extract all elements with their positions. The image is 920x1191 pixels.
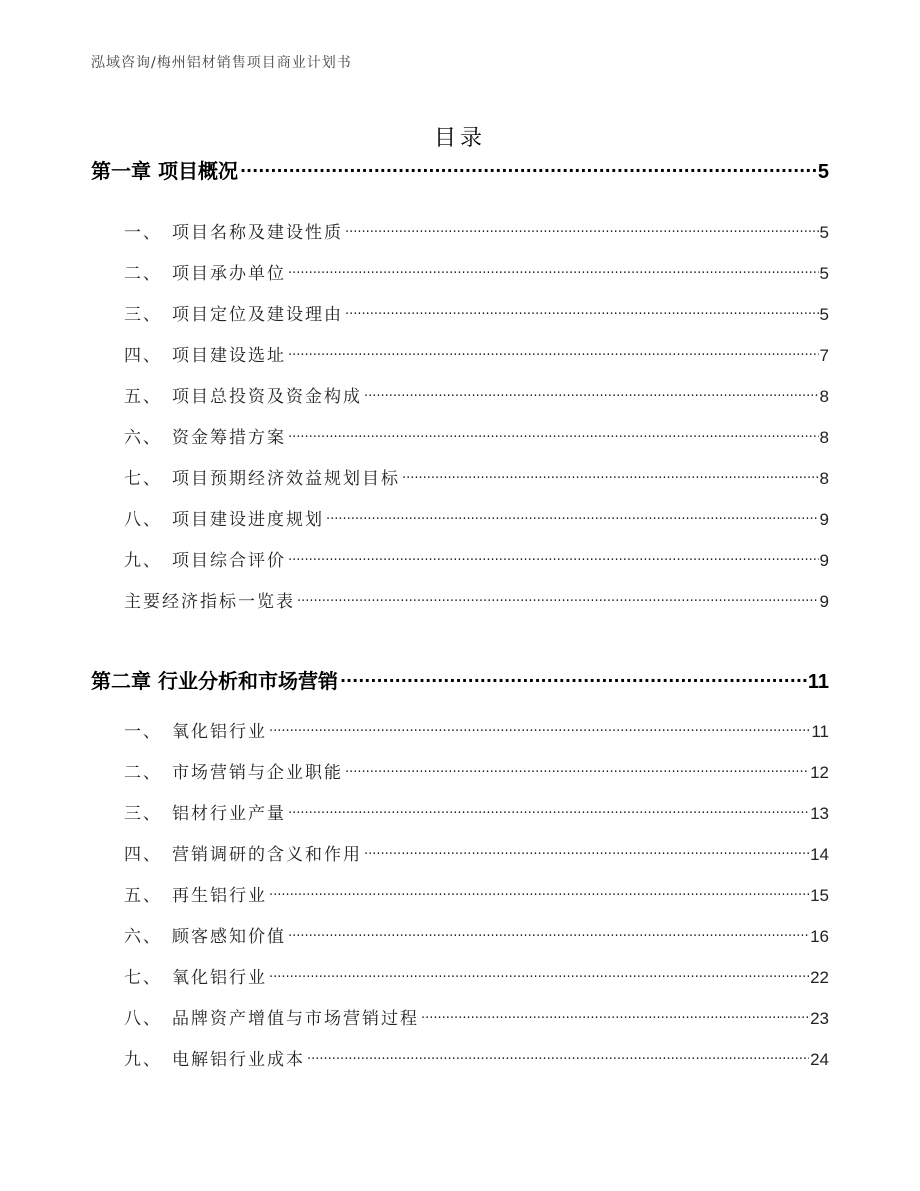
section-label: 电解铝行业成本 [172,1050,305,1070]
page-number: 24 [810,1050,829,1069]
section-number: 九、 [124,1050,162,1070]
page-number: 11 [811,722,829,741]
dot-leader [340,668,807,688]
section-label: 项目建设进度规划 [172,510,324,530]
toc-chapter-2[interactable] [91,665,829,694]
dot-leader [269,966,809,983]
dot-leader [269,720,810,737]
page-number: 22 [810,968,829,987]
dot-leader [402,467,819,484]
page-number: 8 [819,469,829,488]
section-number: 五、 [124,886,162,906]
section-label: 氧化铝行业 [172,722,267,742]
section-number: 三、 [124,804,162,824]
section-number: 一、 [124,722,162,742]
toc-entry[interactable] [124,546,829,571]
section-number: 九、 [124,551,162,571]
dot-leader [364,843,809,860]
toc-entry[interactable] [124,840,829,865]
page-number: 14 [810,845,829,864]
section-label: 铝材行业产量 [172,804,286,824]
section-number: 二、 [124,763,162,783]
section-label: 项目总投资及资金构成 [172,387,362,407]
toc-entry[interactable] [124,717,829,742]
page-number: 5 [819,223,829,242]
dot-leader [288,549,819,566]
toc-entry[interactable] [124,505,829,530]
toc-entry[interactable] [124,963,829,988]
chapter-label: 第一章 项目概况 [91,159,238,183]
running-header: 泓域咨询/梅州铝材销售项目商业计划书 [91,55,352,71]
dot-leader [288,802,809,819]
section-label: 主要经济指标一览表 [124,592,295,612]
section-label: 项目预期经济效益规划目标 [172,469,400,489]
section-label: 顾客感知价值 [172,927,286,947]
toc-entry[interactable] [124,341,829,366]
section-label: 项目定位及建设理由 [172,305,343,325]
toc-entry[interactable] [124,423,829,448]
section-label: 营销调研的含义和作用 [172,845,362,865]
toc-entry[interactable] [124,587,829,612]
toc-entry[interactable] [124,1004,829,1029]
section-label: 资金筹措方案 [172,428,286,448]
dot-leader [297,590,819,607]
page-number: 8 [819,387,829,406]
section-label: 品牌资产增值与市场营销过程 [172,1009,419,1029]
page-number: 13 [810,804,829,823]
section-number: 七、 [124,968,162,988]
section-number: 四、 [124,845,162,865]
dot-leader [269,884,809,901]
toc-entry[interactable] [124,922,829,947]
page-number: 15 [810,886,829,905]
page-number: 16 [810,927,829,946]
page-number: 5 [817,161,829,183]
section-number: 四、 [124,346,162,366]
section-label: 再生铝行业 [172,886,267,906]
dot-leader [288,344,819,361]
section-label: 项目名称及建设性质 [172,223,343,243]
section-number: 八、 [124,510,162,530]
section-number: 二、 [124,264,162,284]
toc-chapter-1[interactable] [91,155,829,184]
dot-leader [288,426,819,443]
section-label: 项目建设选址 [172,346,286,366]
section-number: 六、 [124,428,162,448]
page-number: 9 [819,551,829,570]
toc-entry[interactable] [124,758,829,783]
toc-entry[interactable] [124,300,829,325]
page-number: 23 [810,1009,829,1028]
toc-entry[interactable] [124,259,829,284]
dot-leader [345,221,819,238]
page-number: 9 [819,592,829,611]
dot-leader [364,385,819,402]
section-label: 市场营销与企业职能 [172,763,343,783]
page-number: 7 [819,346,829,365]
dot-leader [345,761,809,778]
toc-entry[interactable] [124,1045,829,1070]
dot-leader [288,262,819,279]
dot-leader [307,1048,809,1065]
toc-entry[interactable] [124,218,829,243]
section-label: 项目综合评价 [172,551,286,571]
dot-leader [421,1007,809,1024]
dot-leader [288,925,809,942]
section-number: 七、 [124,469,162,489]
toc-entry[interactable] [124,464,829,489]
page-number: 5 [819,264,829,283]
toc-entry[interactable] [124,881,829,906]
chapter-label: 第二章 行业分析和市场营销 [91,669,338,693]
section-number: 一、 [124,223,162,243]
toc-entry[interactable] [124,382,829,407]
page-number: 11 [807,671,829,693]
section-number: 三、 [124,305,162,325]
section-number: 六、 [124,927,162,947]
dot-leader [326,508,819,525]
dot-leader [345,303,819,320]
page-number: 8 [819,428,829,447]
toc-entry[interactable] [124,799,829,824]
section-number: 八、 [124,1009,162,1029]
page-number: 9 [819,510,829,529]
dot-leader [240,158,817,178]
section-label: 氧化铝行业 [172,968,267,988]
page-number: 5 [819,305,829,324]
section-number: 五、 [124,387,162,407]
toc-title: 目录 [433,126,486,151]
page-number: 12 [810,763,829,782]
section-label: 项目承办单位 [172,264,286,284]
